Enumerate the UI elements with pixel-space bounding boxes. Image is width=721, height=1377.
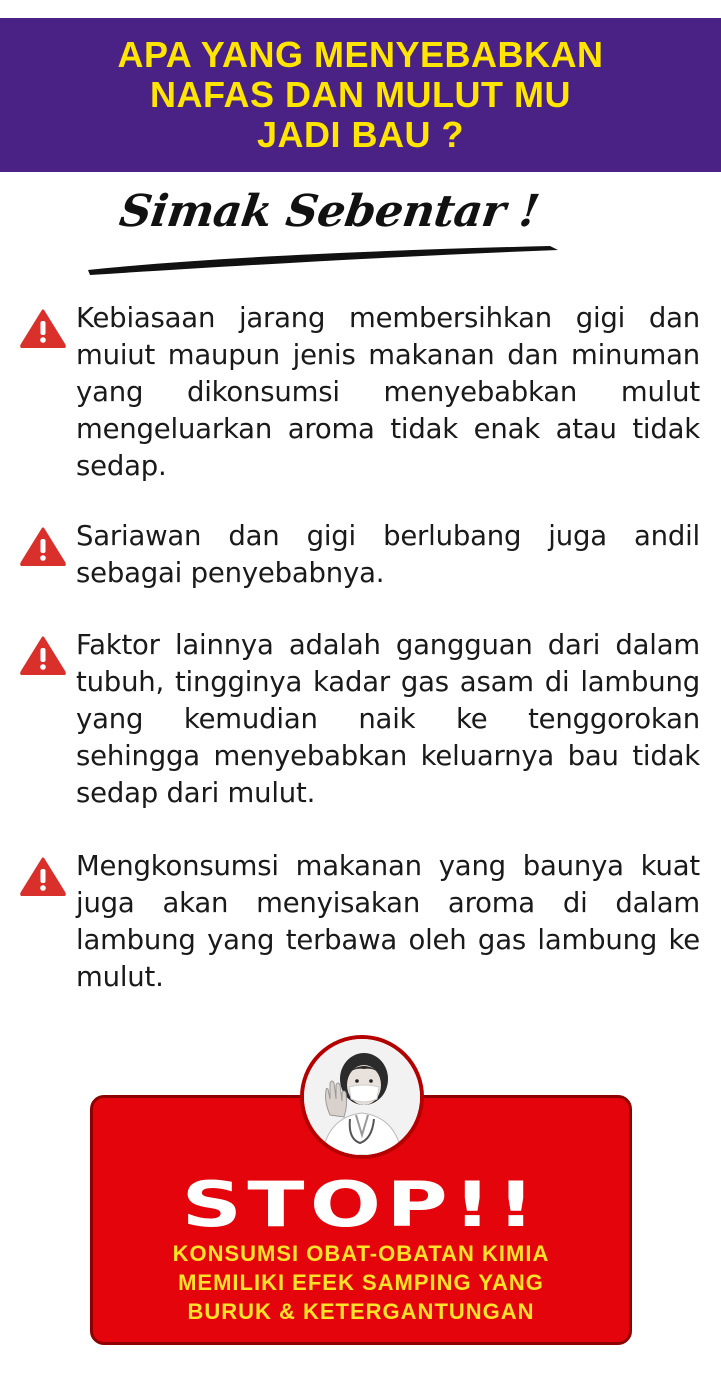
- stop-message: [90, 1239, 632, 1326]
- list-item-text: Kebiasaan jarang membersihkan gigi dan muiut maupun jenis makanan dan minuman yang dikonsumsi menyebabkan mulut mengeluarkan aroma tidak enak atau tidak sedap.: [76, 302, 700, 482]
- doctor-stop-gesture-photo: [300, 1035, 424, 1159]
- header-line-1: APA YANG MENYEBABKAN: [117, 34, 604, 75]
- header-line-2: NAFAS DAN MULUT MU: [150, 74, 571, 115]
- header-banner: [0, 18, 721, 172]
- stop-line-2: MEMILIKI EFEK SAMPING YANG: [178, 1270, 544, 1295]
- subtitle-text: Simak Sebentar !: [116, 186, 543, 237]
- list-item-text: Sariawan dan gigi berlubang juga andil sebagai penyebabnya.: [76, 520, 700, 589]
- warning-icon: [20, 308, 66, 348]
- list-item-text: Mengkonsumsi makanan yang baunya kuat juga akan menyisakan aroma di dalam lambung yang terbawa oleh gas lambung ke mulut.: [76, 850, 700, 993]
- stop-line-3: BURUK & KETERGANTUNGAN: [187, 1299, 535, 1324]
- stop-line-1: KONSUMSI OBAT-OBATAN KIMIA: [172, 1241, 550, 1266]
- header-line-3: JADI BAU ?: [256, 114, 464, 155]
- warning-icon: [20, 635, 66, 675]
- list-item-text: Faktor lainnya adalah gangguan dari dalam tubuh, tingginya kadar gas asam di lambung yang kemudian naik ke tenggorokan sehingga menyebabkan keluarnya bau tidak sedap dari mulut.: [76, 629, 700, 809]
- subtitle: [80, 178, 620, 278]
- warning-icon: [20, 526, 66, 566]
- stop-title: STOP!!: [181, 1168, 541, 1241]
- warning-icon: [20, 856, 66, 896]
